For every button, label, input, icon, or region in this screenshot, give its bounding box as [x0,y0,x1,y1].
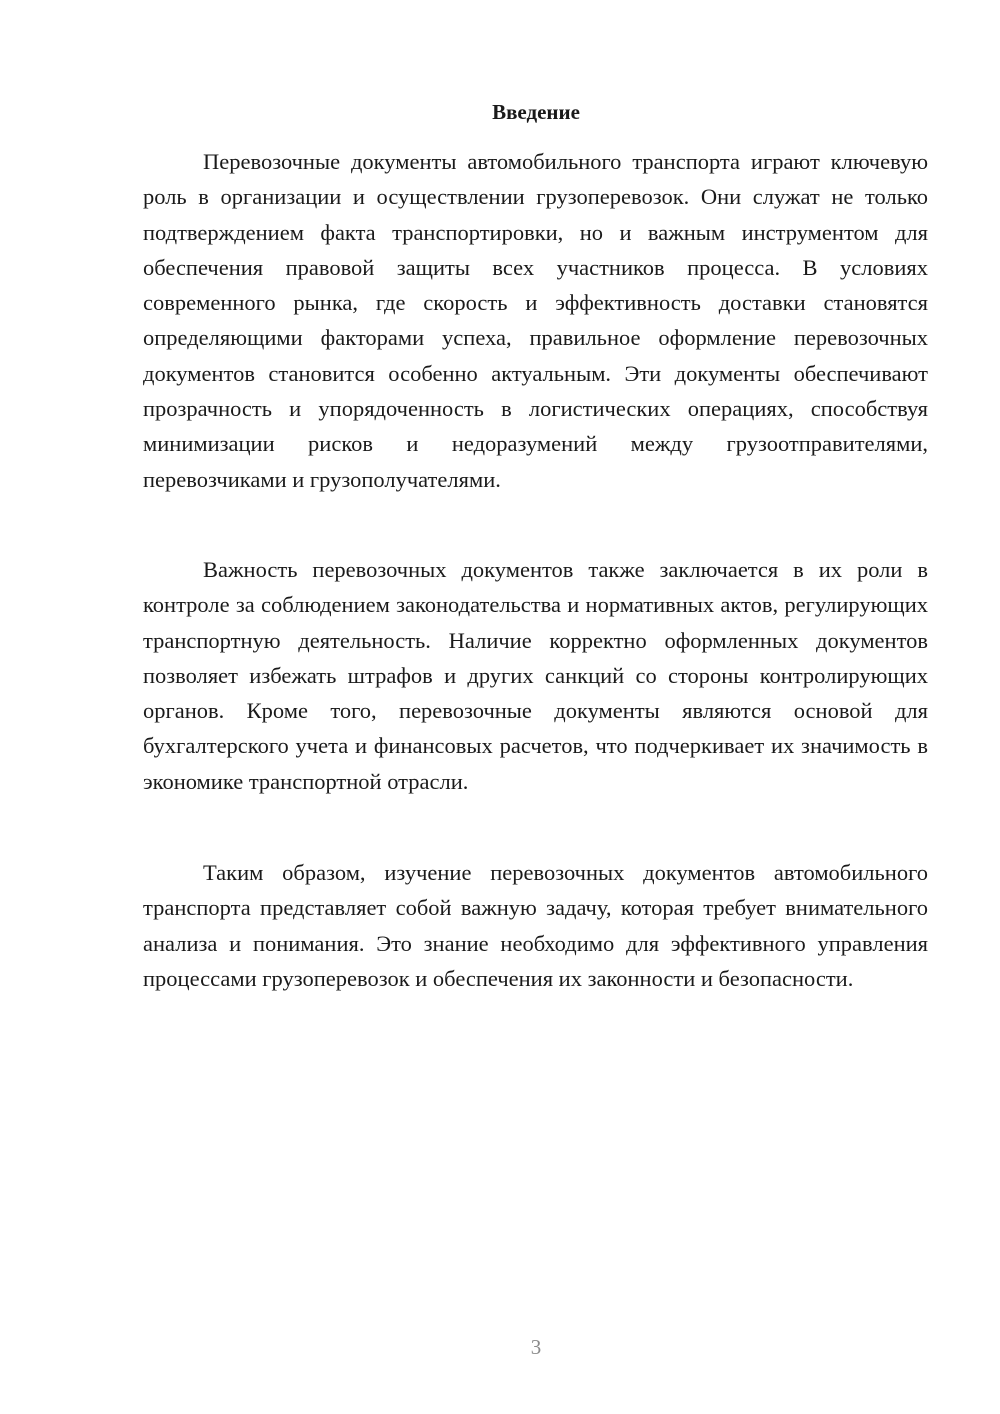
paragraph-2: Важность перевозочных документов также заключается в их роли в контроле за соблюдением законодательства и нормативных актов, регулирующих транспортную деятельность. Наличие корректно оформленных документов позволяет избежать штрафов и других санкций со стороны контролирующих органов. Кроме того, перевозочные документы являются основой для бухгалтерского учета и финансовых расчетов, что подчеркивает их значимость в экономике транспортной отрасли. [143,557,928,794]
paragraph-1: Перевозочные документы автомобильного транспорта играют ключевую роль в организации и осуществлении грузоперевозок. Они служат не только подтверждением факта транспортировки, но и важным инструментом для обеспечения правовой защиты всех участников процесса. В условиях современного рынка, где скорость и эффективность доставки становятся определяющими факторами успеха, правильное оформление перевозочных документов становится особенно актуальным. Эти документы обеспечивают прозрачность и упорядоченность в логистических операциях, способствуя минимизации рисков и недоразумений между грузоотправителями, перевозчиками и грузополучателями. [143,149,928,492]
page-number: 3 [530,1335,542,1359]
paragraph-3: Таким образом, изучение перевозочных документов автомобильного транспорта представляет собой важную задачу, которая требует внимательного анализа и понимания. Это знание необходимо для эффективного управления процессами грузоперевозок и обеспечения их законности и безопасности. [143,860,928,991]
section-heading: Введение [492,100,580,124]
